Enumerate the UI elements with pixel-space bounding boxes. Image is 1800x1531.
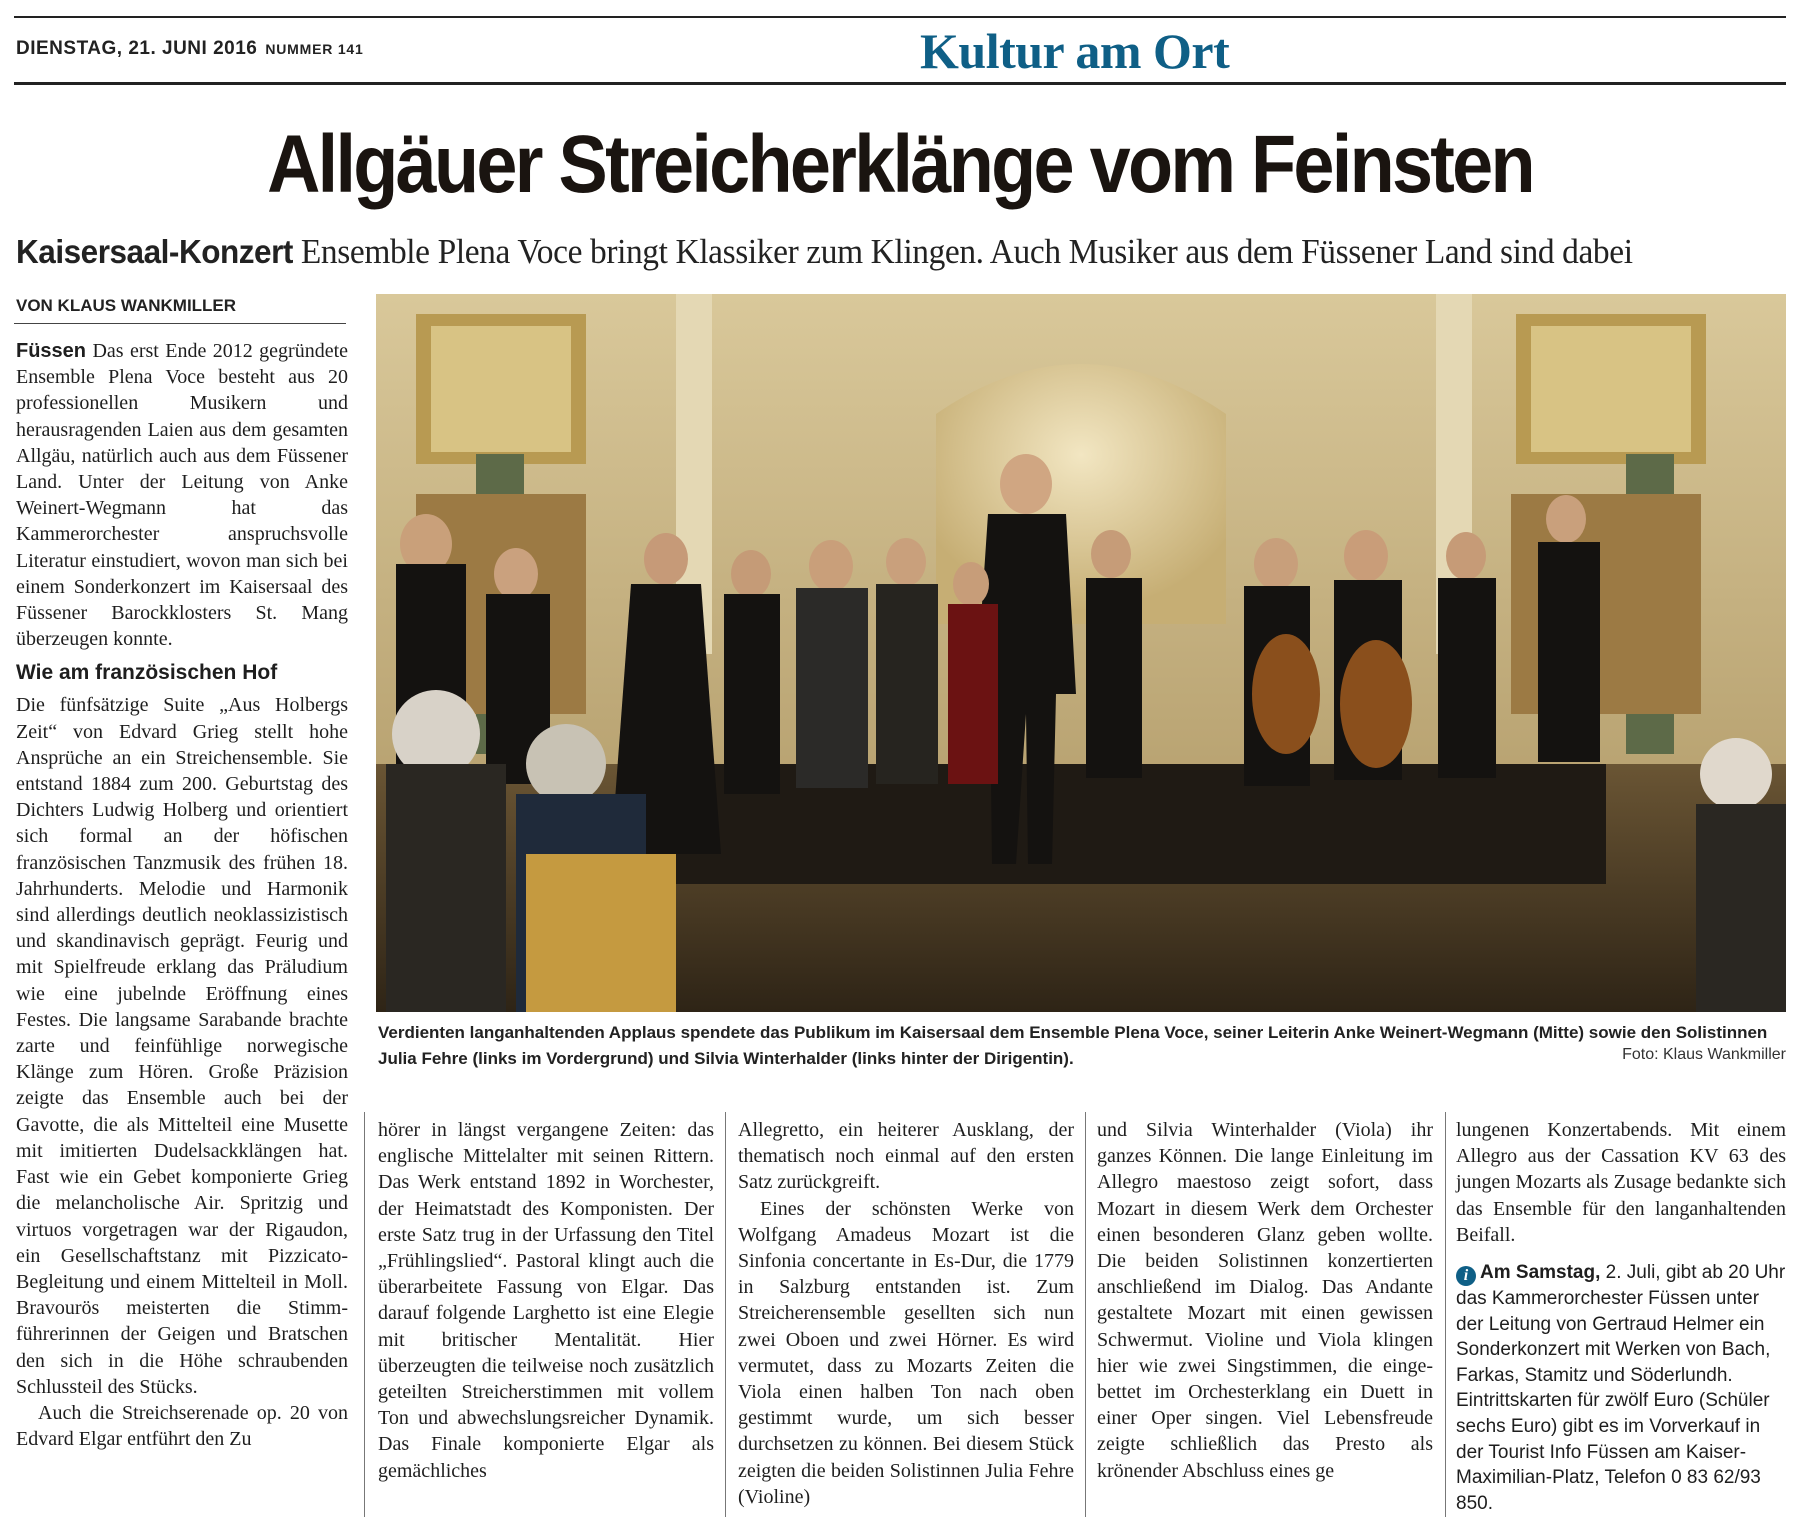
subheadline: Ensemble Plena Voce bringt Klassiker zum Klingen. Auch Musiker aus dem Füssener Land sind dabei bbox=[300, 232, 1633, 271]
paragraph: Eines der schönsten Werke von Wolfgang Amadeus Mozart ist die Sinfonia concertante in Es-Dur, die 1779 in Salzburg entstanden ist. Zum Streicherensemble gesellten sich nun zwei Oboen und zwei Hörner. Es wird vermutet, dass zu Mozarts Zeiten die Viola einen halben Ton nach oben gestimmt wurde, um sich besser durchsetzen zu können. Bei diesem Stück zeigten die beiden Solistinnen Julia Fehre (Violine) bbox=[738, 1197, 1074, 1508]
text-column-2 bbox=[378, 1117, 714, 1484]
header-rule bbox=[14, 82, 1786, 85]
paragraph: und Silvia Winterhalder (Viola) ihr ganzes Können. Die lange Einleitung im Allegro maestoso zeigt sofort, dass Mozart in diesem Werk dem Orchester einen besonderen Glanz geben wollte. Die beiden Solistinnen konzertierten anschließend im Dialog. Das Andante gestaltete Mozart mit einen gewissen Schwermut. Violine und Viola klingen hier wie zwei Singstimmen, die eingebettet im Orchesterklang ein Duett in einer Oper singen. Viel Lebensfreude zeigte schließlich das Presto als krönender Abschluss eines ge bbox=[1097, 1119, 1433, 1482]
column-divider bbox=[725, 1112, 726, 1517]
info-lead: Am Samstag, bbox=[1480, 1262, 1601, 1284]
text-column-1 bbox=[16, 338, 348, 1452]
photo-caption: Verdienten langanhaltenden Applaus spendete das Publikum im Kaisersaal dem Ensemble Plena Voce, seiner Leiterin Anke Weinert-Wegmann (Mitte) sowie den Solistinnen Julia Fehre (links im Vordergrund) und Silvia Winterhalder (links hinter der Dirigentin). bbox=[378, 1023, 1768, 1068]
issue-number: NUMMER 141 bbox=[265, 41, 364, 57]
issue-date: DIENSTAG, 21. JUNI 2016 bbox=[16, 38, 258, 59]
subheadline-row bbox=[16, 232, 1716, 272]
paragraph bbox=[16, 338, 348, 652]
headline: Allgäuer Streicherklänge vom Feinsten bbox=[267, 119, 1533, 210]
paragraph-text: Das erst Ende 2012 gegründete Ensemble Plena Voce besteht aus 20 professionellen Musikern und herausragenden Laien aus dem gesamten Allgäu, natürlich auch aus dem Füssener Land. Unter der Leitung von Anke Weinert-Wegmann hat das Kammerorchester anspruchsvolle Literatur einstudiert, wovon man sich bei einem Sonderkonzert im Kaisersaal des Füssener Barockklosters St. Mang überzeugen konnte. bbox=[16, 340, 349, 651]
concert-photo bbox=[376, 294, 1786, 1012]
info-box bbox=[1456, 1260, 1786, 1516]
paragraph: lungenen Konzertabends. Mit einem Allegro aus der Cassation KV 63 des jungen Mozarts als Zusage bedankte sich das Ensemble für den langanhaltenden Beifall. bbox=[1456, 1119, 1786, 1246]
text-column-4 bbox=[1097, 1117, 1433, 1484]
top-rule bbox=[14, 16, 1786, 18]
text-column-3 bbox=[738, 1117, 1074, 1510]
paragraph: Allegretto, ein heiterer Ausklang, der thematisch noch einmal auf den ersten Satz zurückgreift. bbox=[738, 1119, 1074, 1194]
subheading: Wie am französischen Hof bbox=[16, 661, 278, 685]
paragraph: Die fünfsätzige Suite „Aus Holbergs Zeit“ von Edvard Grieg stellt hohe Ansprüche an ein Streichensemble. Sie entstand 1884 zum 200. Geburtstag des Dichters Ludwig Holberg und orientiert sich formal an der höfischen französischen Tanzmusik des frühen 18. Jahrhunderts. Melodie und Harmonik sind allerdings deutlich neoklassizistisch und skandinavisch geprägt. Feurig und mit Spielfreude erklang das Präludium wie eine jubelnde Eröffnung eines Festes. Die langsame Sarabande brachte zarte und feinfühlige norwegische Klänge zum Hören. Große Präzision zeigte das Ensemble auch bei der Gavotte, die als Mittelteil eine Musette mit imitierten Dudelsackklängen hat. Fast wie ein Gebet komponierte Grieg die melancholische Air. Spritzig und virtuos vorgetragen war der Rigaudon, ein Gesellschaftstanz mit Pizzicato-Begleitung und einem Mittelteil in Moll. Bravourös meisterten die Stimmführerinnen der Geigen und Bratschen den sich in die Höhe schraubenden Schlussteil des Stücks. bbox=[16, 694, 348, 1398]
byline: VON KLAUS WANKMILLER bbox=[16, 296, 237, 315]
paragraph: Auch die Streichserenade op. 20 von Edvard Elgar entführt den Zu bbox=[16, 1401, 348, 1451]
photo-credit: Foto: Klaus Wankmiller bbox=[1622, 1046, 1786, 1063]
byline-rule bbox=[14, 323, 346, 324]
info-text: 2. Juli, gibt ab 20 Uhr das Kammerorchester Füssen unter der Leitung von Gertraud Helmer ein Sonderkonzert mit Werken von Bach, Farkas, Stamitz und Söderlundh. Eintrittskarten für zwölf Euro (Schüler sechs Euro) gibt es im Vorverkauf in der Tourist Info Füssen am Kaiser-Maximilian-Platz, Telefon 0 83 62/93 850. bbox=[1456, 1262, 1786, 1514]
dateline-location: Füssen bbox=[16, 340, 87, 362]
column-divider bbox=[1085, 1112, 1086, 1517]
dateline bbox=[16, 38, 364, 60]
concert-photo-illustration bbox=[376, 294, 1786, 1012]
section-title: Kultur am Ort bbox=[920, 23, 1230, 79]
paragraph: hörer in längst vergangene Zeiten: das englische Mittelalter mit seinen Rittern. Das Werk entstand 1892 in Worchester, der Heimatstadt des Komponisten. Der erste Satz trug in der Urfassung den Titel „Frühlingslied“. Pastoral klingt auch die überarbeitete Fassung von Elgar. Das darauf folgende Larghetto ist eine Elegie mit britischer Mentalität. Hier überzeugten die teilweise noch zusätzlich geteilten Streicherstimmen mit vollem Ton und abwechslungsreicher Dynamik. Das Finale komponierte Elgar als gemächliches bbox=[378, 1119, 714, 1482]
column-divider bbox=[364, 1112, 365, 1517]
column-divider bbox=[1445, 1112, 1446, 1517]
kicker: Kaisersaal-Konzert bbox=[16, 233, 293, 270]
text-column-5 bbox=[1456, 1117, 1786, 1516]
info-icon: i bbox=[1456, 1266, 1476, 1286]
